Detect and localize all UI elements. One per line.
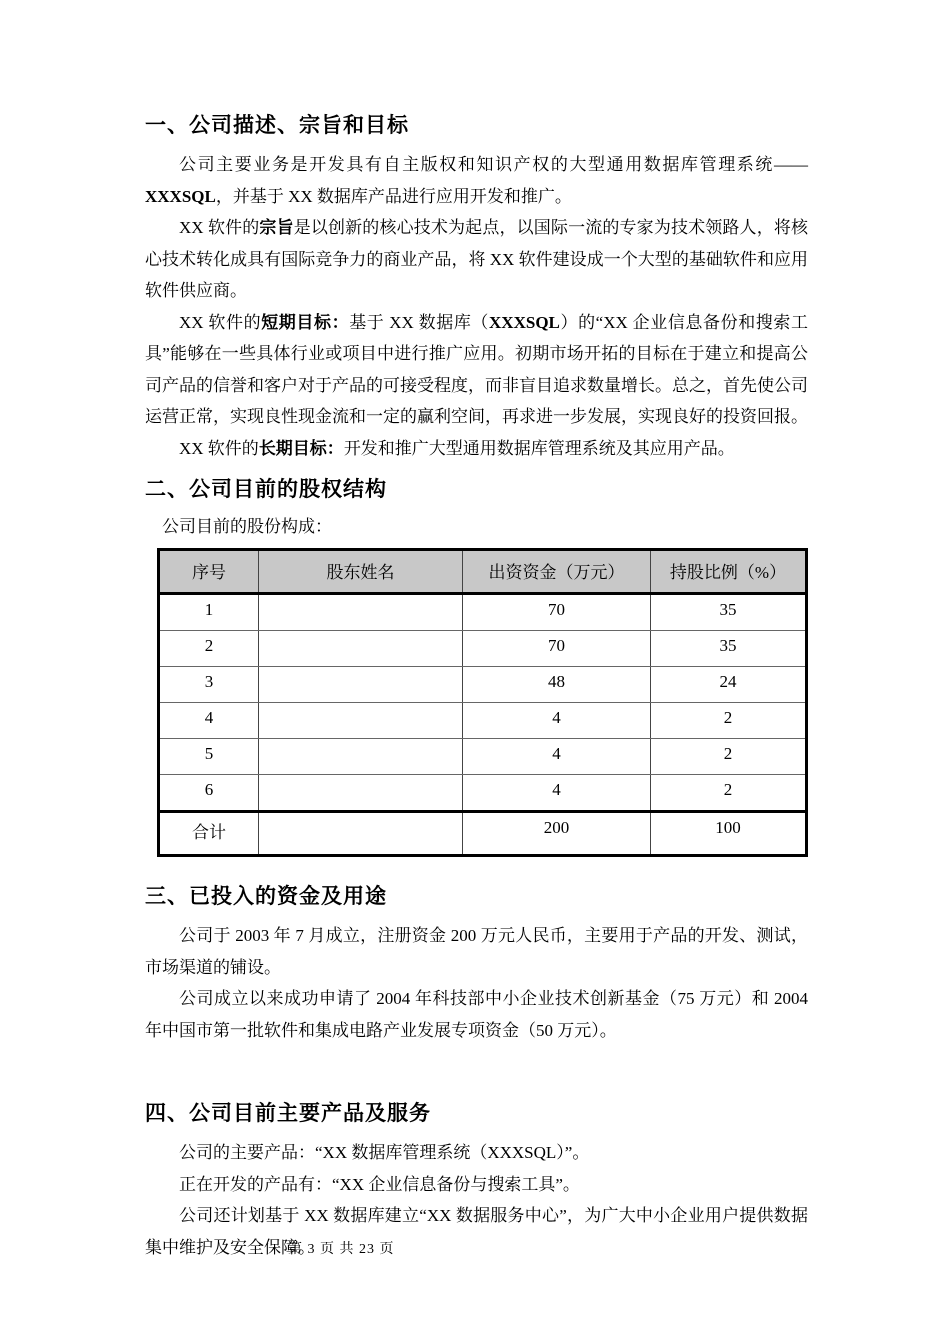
table-total-row [159,812,807,856]
text-run: ）的“XX 企业信息备份和搜索工具”能够在一些具体行业或项目中进行推广应用。初期市场开拓的目标在于建立和提高公司产品的信誉和客户对于产品的可接受程度，而非盲目追求数量增长。总之，首先使公司运营正常，实现良性现金流和一定的赢利空间，再求进一步发展，实现良好的投资回报。 [145,312,808,426]
col-header-index: 序号 [159,550,259,594]
text-run: 基于 XX 数据库（ [349,312,490,332]
table-cell [259,703,463,739]
table-cell [259,739,463,775]
text-run: ，并基于 XX 数据库产品进行应用开发和推广。 [215,186,572,206]
text-run: 短期目标： [261,312,350,332]
table-cell: 70 [463,631,651,667]
section-company-description [145,112,808,464]
table-cell: 1 [159,594,259,631]
col-header-share-ratio: 持股比例（%） [651,550,807,594]
text-run: XX 软件的 [179,312,262,332]
table-row [159,667,807,703]
col-header-capital: 出资资金（万元） [463,550,651,594]
section-2-heading: 二、公司目前的股权结构 [145,478,387,501]
document-content [145,112,808,1263]
table-cell: 35 [651,631,807,667]
section-3-heading: 三、已投入的资金及用途 [145,885,387,908]
text-run: 宗旨 [259,218,294,237]
paragraph: 公司还计划基于 XX 数据库建立“XX 数据服务中心”，为广大中小企业用户提供数据集中维护及安全保障。 [145,1206,808,1257]
table-row [159,631,807,667]
table-cell [259,812,463,856]
paragraph: 公司的主要产品：“XX 数据库管理系统（XXXSQL）”。 [179,1143,590,1162]
text-run: XX 软件的 [179,438,259,458]
table-header-row [159,550,807,594]
table-cell: 3 [159,667,259,703]
page-footer: 第 3 页 共 23 页 [288,1242,395,1257]
table-cell: 4 [463,703,651,739]
col-header-shareholder-name: 股东姓名 [259,550,463,594]
table-cell [259,667,463,703]
table-cell: 5 [159,739,259,775]
section-products-services [145,1100,808,1263]
table-cell: 24 [651,667,807,703]
paragraph [145,307,808,433]
table-caption: 公司目前的股份构成： [162,517,332,536]
table-cell [259,594,463,631]
table-cell [259,631,463,667]
table-cell: 2 [651,775,807,812]
paragraph [145,212,808,307]
table-cell: 48 [463,667,651,703]
table-cell: 4 [463,775,651,812]
table-cell: 200 [463,812,651,856]
section-invested-funds [145,883,808,1046]
shareholders-table [157,548,808,857]
text-run: 长期目标： [258,438,344,458]
table-cell: 70 [463,594,651,631]
text-run: XX 软件的 [179,218,260,237]
table-cell [259,775,463,812]
text-run: 开发和推广大型通用数据库管理系统及其应用产品。 [343,438,735,458]
table-row [159,594,807,631]
paragraph [145,433,808,465]
section-1-heading: 一、公司描述、宗旨和目标 [145,114,409,137]
table-cell: 2 [651,739,807,775]
paragraph: 正在开发的产品有：“XX 企业信息备份与搜索工具”。 [179,1174,580,1194]
table-cell: 35 [651,594,807,631]
text-run: XXXSQL [489,312,560,332]
section-4-heading: 四、公司目前主要产品及服务 [145,1102,431,1125]
text-run: XXXSQL [145,186,216,206]
table-cell: 4 [159,703,259,739]
paragraph [145,149,808,212]
table-cell: 4 [463,739,651,775]
paragraph: 公司成立以来成功申请了 2004 年科技部中小企业技术创新基金（75 万元）和 2004 年中国市第一批软件和集成电路产业发展专项资金（50 万元）。 [145,989,808,1040]
table-cell: 6 [159,775,259,812]
table-cell: 合计 [159,812,259,856]
text-run: 是以创新的核心技术为起点，以国际一流的专家为技术领路人，将核心技术转化成具有国际竞争力的商业产品，将 XX 软件建设成一个大型的基础软件和应用软件供应商。 [145,218,808,300]
table-row [159,703,807,739]
paragraph: 公司于 2003 年 7 月成立，注册资金 200 万元人民币，主要用于产品的开发、测试，市场渠道的铺设。 [145,926,808,977]
table-row [159,775,807,812]
table-cell: 100 [651,812,807,856]
section-equity-structure [145,476,808,857]
table-cell: 2 [159,631,259,667]
table-cell: 2 [651,703,807,739]
table-row [159,739,807,775]
text-run: 公司主要业务是开发具有自主版权和知识产权的大型通用数据库管理系统—— [179,155,808,174]
